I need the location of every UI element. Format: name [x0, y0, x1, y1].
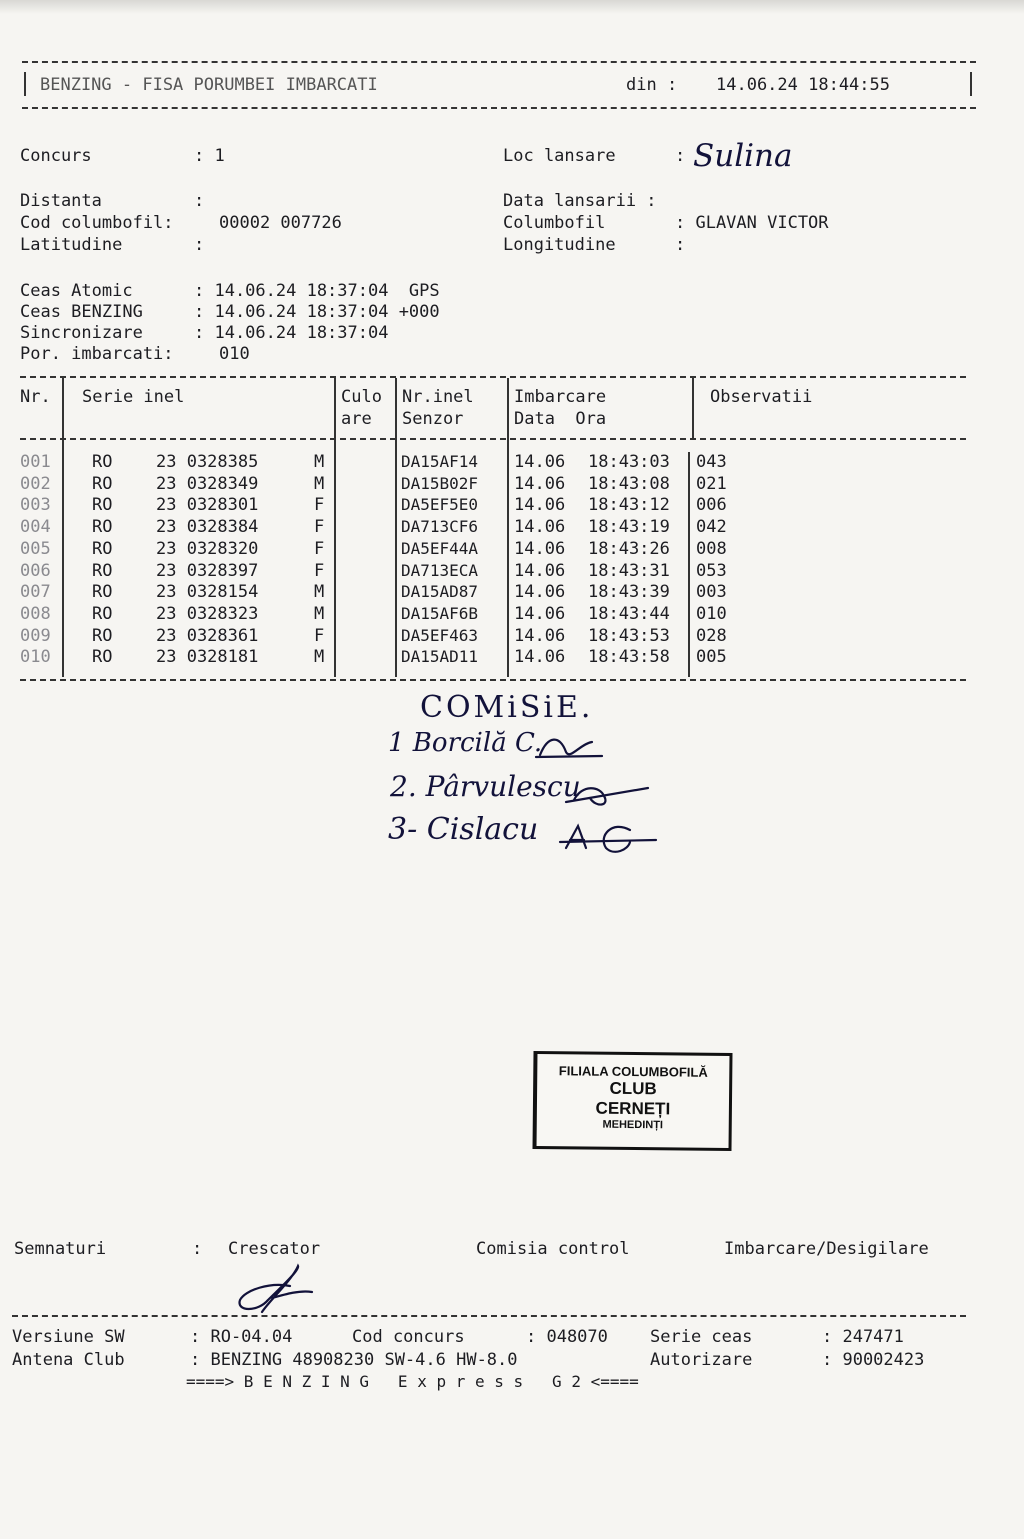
sincronizare-value: : 14.06.24 18:37:04 — [194, 323, 389, 343]
latitudine-label: Latitudine — [20, 235, 123, 255]
header-din-label: din : — [626, 75, 678, 95]
cell-nr: 009 — [20, 625, 51, 646]
cell-tara: RO — [92, 647, 113, 668]
versiune-sw-value: : RO-04.04 — [190, 1327, 293, 1347]
stamp-line-city: CERNEȚI — [595, 1098, 671, 1119]
cell-observatii: 006 — [696, 495, 727, 516]
cell-ora: 18:43:39 — [588, 582, 670, 603]
stamp-line-filiala: FILIALA COLUMBOFILĂ — [558, 1063, 708, 1080]
col-header-imbarcare-2: Data Ora — [514, 409, 607, 429]
comisie-handwritten: COMiSiE. — [420, 690, 594, 725]
cell-ora: 18:43:19 — [588, 517, 670, 538]
cell-data: 14.06 — [514, 603, 566, 624]
header-datetime: 14.06.24 18:44:55 — [716, 75, 890, 95]
cell-data: 14.06 — [514, 495, 566, 516]
cell-tara: RO — [92, 495, 113, 516]
cell-ora: 18:43:03 — [588, 452, 670, 472]
autorizare-value: : 90002423 — [822, 1350, 925, 1370]
col-header-culoare-2: are — [341, 409, 372, 429]
cell-ora: 18:43:26 — [588, 538, 670, 559]
cell-senzor: DA15AD11 — [401, 647, 479, 667]
cell-sex: M — [314, 647, 325, 668]
antena-club-value: : BENZING 48908230 SW-4.6 HW-8.0 — [190, 1350, 518, 1370]
longitudine-label: Longitudine — [503, 235, 616, 255]
cell-senzor: DA15AF14 — [401, 452, 479, 471]
cell-serie: 23 0328384 — [156, 517, 259, 538]
longitudine-value: : — [675, 235, 686, 255]
semnaturi-label: Semnaturi — [14, 1239, 107, 1259]
crescator-label: Crescator — [228, 1239, 321, 1259]
cell-serie: 23 0328301 — [156, 495, 259, 516]
cell-data: 14.06 — [514, 473, 566, 494]
por-imbarcati-label: Por. imbarcati: — [20, 344, 174, 364]
antena-club-label: Antena Club — [12, 1350, 125, 1370]
member-3-initial-g — [604, 827, 630, 852]
footer-rule — [12, 1315, 966, 1317]
cell-tara: RO — [92, 538, 113, 559]
benzing-express-banner: ====> B E N Z I N G E x p r e s s G 2 <==== — [186, 1372, 639, 1391]
cell-tara: RO — [92, 625, 113, 646]
imbarcare-desigilare-label: Imbarcare/Desigilare — [724, 1239, 929, 1259]
cell-data: 14.06 — [514, 647, 566, 668]
cell-tara: RO — [92, 560, 113, 581]
semnaturi-sep: : — [192, 1239, 203, 1259]
serie-ceas-label: Serie ceas — [650, 1327, 753, 1347]
cell-nr: 006 — [20, 560, 51, 581]
cell-senzor: DA15AF6B — [401, 603, 479, 623]
commission-member-2: 2. Pârvulescu — [390, 770, 581, 803]
cell-observatii: 008 — [696, 538, 727, 559]
cell-senzor: DA5EF5E0 — [401, 495, 479, 515]
cod-concurs-label: Cod concurs — [352, 1327, 465, 1347]
col-header-serie: Serie inel — [82, 387, 185, 407]
cell-tara: RO — [92, 473, 113, 494]
cell-ora: 18:43:58 — [588, 647, 670, 668]
cod-concurs-value: : 048070 — [526, 1327, 608, 1347]
cell-nr: 002 — [20, 473, 51, 494]
cell-sex: M — [314, 473, 325, 494]
cell-observatii: 005 — [696, 647, 727, 668]
cell-observatii: 010 — [696, 603, 727, 624]
cell-sex: F — [314, 560, 325, 581]
cell-tara: RO — [92, 452, 113, 472]
cell-sex: F — [314, 625, 325, 646]
cell-senzor: DA5EF44A — [401, 538, 479, 558]
cell-sex: M — [314, 603, 325, 624]
cell-serie: 23 0328361 — [156, 625, 259, 646]
cell-serie: 23 0328323 — [156, 603, 259, 624]
cell-senzor: DA713ECA — [401, 560, 479, 580]
col-header-nr: Nr. — [20, 387, 51, 407]
document-title: BENZING - FISA PORUMBEI IMBARCATI — [40, 75, 378, 95]
cell-ora: 18:43:31 — [588, 560, 670, 581]
latitudine-value: : — [194, 235, 205, 255]
cell-tara: RO — [92, 517, 113, 538]
cell-serie: 23 0328181 — [156, 647, 259, 668]
cell-serie: 23 0328385 — [156, 452, 259, 472]
member-1-underline — [536, 756, 602, 757]
data-lansarii-label: Data lansarii : — [503, 191, 657, 211]
cell-data: 14.06 — [514, 560, 566, 581]
cell-observatii: 042 — [696, 517, 727, 538]
loc-lansare-label: Loc lansare — [503, 146, 616, 166]
cell-observatii: 043 — [696, 452, 727, 472]
cell-sex: M — [314, 452, 325, 472]
versiune-sw-label: Versiune SW — [12, 1327, 125, 1347]
cell-sex: M — [314, 582, 325, 603]
cell-serie: 23 0328349 — [156, 473, 259, 494]
col-header-observatii: Observatii — [710, 387, 813, 407]
cell-observatii: 053 — [696, 560, 727, 581]
member-3-initial-a — [566, 826, 586, 848]
cod-columbofil-value: 00002 007726 — [219, 213, 342, 233]
cell-data: 14.06 — [514, 517, 566, 538]
cell-serie: 23 0328320 — [156, 538, 259, 559]
por-imbarcati-value: 010 — [219, 344, 250, 364]
cell-tara: RO — [92, 603, 113, 624]
cell-data: 14.06 — [514, 452, 566, 472]
ceas-benzing-value: : 14.06.24 18:37:04 +000 — [194, 302, 440, 322]
cell-sex: F — [314, 517, 325, 538]
distanta-value: : — [194, 191, 205, 211]
cell-serie: 23 0328154 — [156, 582, 259, 603]
cell-tara: RO — [92, 582, 113, 603]
cell-nr: 008 — [20, 603, 51, 624]
cell-senzor: DA713CF6 — [401, 517, 479, 537]
cod-columbofil-label: Cod columbofil: — [20, 213, 174, 233]
cell-data: 14.06 — [514, 625, 566, 646]
col-header-nrinel-2: Senzor — [402, 409, 464, 429]
col-header-culoare-1: Culo — [341, 387, 382, 407]
crescator-signature — [240, 1266, 312, 1312]
cell-observatii: 021 — [696, 473, 727, 494]
columbofil-value: : GLAVAN VICTOR — [675, 213, 829, 233]
cell-observatii: 003 — [696, 582, 727, 603]
stamp-line-county: MEHEDINȚI — [602, 1118, 664, 1132]
cell-senzor: DA5EF463 — [401, 625, 479, 645]
cell-nr: 007 — [20, 582, 51, 603]
cell-serie: 23 0328397 — [156, 560, 259, 581]
cell-nr: 010 — [20, 647, 51, 668]
ceas-atomic-label: Ceas Atomic — [20, 281, 133, 301]
cell-senzor: DA15AD87 — [401, 582, 479, 602]
columbofil-label: Columbofil — [503, 213, 606, 233]
col-header-imbarcare-1: Imbarcare — [514, 387, 607, 407]
comisia-control-label: Comisia control — [476, 1239, 630, 1259]
concurs-value: : 1 — [194, 146, 225, 166]
concurs-label: Concurs — [20, 146, 92, 166]
stamp-line-club: CLUB — [609, 1078, 657, 1099]
commission-member-3: 3- Cislacu — [388, 812, 539, 847]
cell-nr: 005 — [20, 538, 51, 559]
cell-ora: 18:43:44 — [588, 603, 670, 624]
cell-data: 14.06 — [514, 538, 566, 559]
serie-ceas-value: : 247471 — [822, 1327, 904, 1347]
cell-nr: 001 — [20, 452, 51, 472]
loc-lansare-sep: : — [675, 146, 686, 166]
loc-lansare-handwritten: Sulina — [693, 138, 793, 174]
cell-sex: F — [314, 495, 325, 516]
cell-ora: 18:43:12 — [588, 495, 670, 516]
member-1-initial-mark — [540, 740, 592, 755]
cell-nr: 003 — [20, 495, 51, 516]
cell-nr: 004 — [20, 517, 51, 538]
ceas-benzing-label: Ceas BENZING — [20, 302, 143, 322]
cell-ora: 18:43:53 — [588, 625, 670, 646]
commission-member-1: 1 Borcilă C. — [388, 728, 543, 758]
cell-sex: F — [314, 538, 325, 559]
distanta-label: Distanta — [20, 191, 102, 211]
cell-ora: 18:43:08 — [588, 473, 670, 494]
cell-observatii: 028 — [696, 625, 727, 646]
cell-senzor: DA15B02F — [401, 473, 479, 493]
club-stamp — [532, 1051, 732, 1151]
ceas-atomic-value: : 14.06.24 18:37:04 GPS — [194, 281, 440, 301]
col-header-nrinel-1: Nr.inel — [402, 387, 474, 407]
sincronizare-label: Sincronizare — [20, 323, 143, 343]
autorizare-label: Autorizare — [650, 1350, 753, 1370]
cell-data: 14.06 — [514, 582, 566, 603]
